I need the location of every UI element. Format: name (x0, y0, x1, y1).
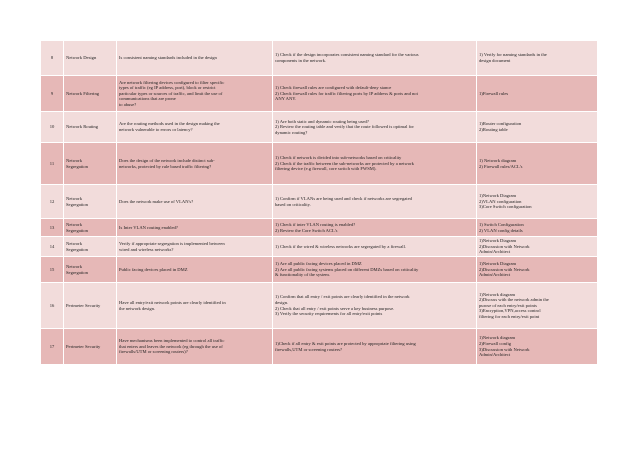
test-procedure-cell (273, 237, 477, 257)
cell-text-line: 2) Check if the traffic between the sub-networks are protected by a network (275, 160, 414, 166)
cell-text-line: Public facing devices placed in DMZ (119, 266, 188, 272)
cell-text-line: Network (66, 240, 83, 246)
cell-text-line: networks, protected by rule based traffic filtering? (119, 163, 212, 169)
cell-text-line: design document (479, 58, 511, 63)
test-procedure-cell (273, 219, 477, 237)
cell-text-line: 2) Review the routing table and verify that the route followed is optimal for (275, 124, 414, 130)
control-area-cell (64, 237, 117, 257)
cell-text-line: 2)Routing table (479, 127, 508, 132)
cell-text-line: dynamic routing? (275, 129, 308, 135)
table-row (41, 76, 598, 112)
control-question-cell (117, 185, 273, 219)
control-question-cell (117, 112, 273, 143)
evidence-cell (477, 143, 598, 185)
cell-text-line: 1)Network diagram (479, 291, 516, 297)
test-procedure-cell (273, 257, 477, 283)
cell-text-line: filtering device (e.g firewall, core switch with FWSM). (275, 166, 377, 172)
cell-text-line: 1) Confirm if VLANs are being used and check if networks are segregated (275, 195, 412, 201)
cell-text-line: 3)Encryption,VPN,access control (479, 308, 541, 314)
test-procedure-cell (273, 41, 477, 76)
cell-text-line: 1) Check firewall rules are configured with default-deny stance (275, 85, 392, 91)
control-question-cell (117, 283, 273, 329)
cell-text-line: 1) Network diagram (479, 157, 517, 163)
row-number-cell: 8 (41, 41, 64, 76)
control-area-cell (64, 41, 117, 76)
table-row (41, 283, 598, 329)
cell-text-line: 1)Network Diagram (479, 193, 517, 199)
cell-text-line: filtering for each entry/exit point (479, 313, 540, 319)
control-area-cell (64, 219, 117, 237)
row-number-cell: 14 (41, 237, 64, 257)
test-procedure-cell (273, 185, 477, 219)
cell-text-line: design. (275, 299, 289, 305)
control-question-cell (117, 257, 273, 283)
cell-text-line: components in the network. (275, 58, 327, 63)
evidence-cell (477, 257, 598, 283)
test-procedure-cell (273, 283, 477, 329)
table-row (41, 41, 598, 76)
cell-text-line: Segregation (66, 269, 88, 275)
cell-text-line: 2) Check firewall rules for traffic filtering ports by IP address & ports and not (275, 90, 418, 96)
evidence-cell (477, 41, 598, 76)
cell-text-line: purose of each entry/exit points (479, 302, 537, 308)
cell-text-line: 2) Review the Core Switch ACL's (275, 227, 338, 233)
evidence-cell (477, 76, 598, 112)
cell-text-line: Does the network make use of VLAN's? (119, 198, 194, 204)
cell-text-line: firewalls/UTM or screening routers)? (119, 349, 188, 355)
evidence-cell (477, 112, 598, 143)
row-number-cell: 11 (41, 143, 64, 185)
cell-text-line: Admin/Architect (479, 272, 511, 278)
table-row (41, 237, 598, 257)
evidence-cell (477, 283, 598, 329)
cell-text-line: 2) Are all public facing systems placed on different DMZs based on criticality (275, 266, 419, 272)
cell-text-line: Perimeter Security (66, 343, 101, 349)
cell-text-line: 1) Are all public facing devices placed in DMZ (275, 261, 362, 267)
test-procedure-cell (273, 329, 477, 365)
test-procedure-cell (273, 112, 477, 143)
table-row (41, 219, 598, 237)
row-number-cell: 12 (41, 185, 64, 219)
table-row (41, 329, 598, 365)
cell-text-line: Segregation (66, 201, 88, 207)
cell-text-line: 3) Verify the security requirements for all entry/exit points (275, 311, 383, 317)
audit-checklist-sheet (40, 40, 597, 365)
test-procedure-cell (273, 76, 477, 112)
cell-text-line: 1)Network Diagram (479, 261, 517, 267)
cell-text-line: 2) Check that all entry / exit points serve a key business purpose. (275, 305, 395, 311)
control-question-cell (117, 143, 273, 185)
cell-text-line: Network Routing (66, 124, 99, 130)
cell-text-line: Admin/Architect (479, 352, 511, 358)
cell-text-line: 1)Network diagram (479, 335, 516, 341)
test-procedure-cell (273, 143, 477, 185)
control-area-cell (64, 143, 117, 185)
cell-text-line: wired and wireless networks? (119, 246, 174, 252)
cell-text-line: 3)Core Switch configuration (479, 204, 532, 210)
cell-text-line: Is consistent naming standards included in the design (119, 55, 217, 61)
control-question-cell (117, 76, 273, 112)
evidence-cell (477, 329, 598, 365)
cell-text-line: 1)Network Diagram (479, 238, 517, 244)
cell-text-line: that enters and leaves the network (eg through the use of (119, 343, 223, 349)
cell-text-line: 2)Firewall config (479, 340, 512, 346)
control-area-cell (64, 257, 117, 283)
cell-text-line: 1) Check if the design incorporates consistent naming standard for the various (275, 52, 419, 58)
cell-text-line: 3)Discussion with Network (479, 346, 530, 352)
row-number-cell: 15 (41, 257, 64, 283)
cell-text-line: Network Design (66, 55, 97, 61)
cell-text-line: network vulnerable to errors or latency? (119, 127, 193, 132)
evidence-cell (477, 219, 598, 237)
control-area-cell (64, 329, 117, 365)
cell-text-line: firewalls,UTM or screening routers? (275, 346, 343, 352)
row-number-cell: 16 (41, 283, 64, 329)
cell-text-line: & functionality of the system. (275, 272, 330, 278)
cell-text-line: 1)Firewall rules (479, 90, 509, 96)
cell-text-line: Have mechanisms been implemented to control all traffic (119, 338, 225, 344)
cell-text-line: 1) Check if network is divided into sub-networks based on criticality (275, 155, 402, 161)
cell-text-line: 1) Confirm that all entry / exit points are clearly identified in the network (275, 294, 410, 300)
cell-text-line: 1) Are both static and dynamic routing being used? (275, 118, 369, 124)
cell-text-line: communications that are prone (119, 96, 176, 102)
evidence-cell (477, 185, 598, 219)
cell-text-line: Network (66, 157, 83, 163)
cell-text-line: 2) Firewall rules/ACL's (479, 163, 523, 169)
control-question-cell (117, 219, 273, 237)
control-question-cell (117, 237, 273, 257)
cell-text-line: Segregation (66, 163, 88, 169)
cell-text-line: Network (66, 221, 83, 227)
cell-text-line: Segregation (66, 227, 88, 233)
cell-text-line: types of traffic (eg IP address, port), block or restrict (119, 85, 216, 91)
control-question-cell (117, 329, 273, 365)
row-number-cell: 17 (41, 329, 64, 365)
table-row (41, 185, 598, 219)
row-number-cell: 13 (41, 219, 64, 237)
cell-text-line: 2)Discuss with the network admin the (479, 297, 549, 303)
cell-text-line: Have all entry/exit network points are clearly identified in (119, 299, 226, 305)
control-area-cell (64, 185, 117, 219)
cell-text-line: Does the design of the network include distinct sub- (119, 157, 215, 163)
row-number-cell: 9 (41, 76, 64, 112)
cell-text-line: to abuse? (119, 101, 137, 107)
table-row (41, 257, 598, 283)
table-row (41, 143, 598, 185)
cell-text-line: particular types or sources of traffic, and limit the use of (119, 90, 223, 96)
evidence-cell (477, 237, 598, 257)
cell-text-line: Perimeter Security (66, 302, 101, 308)
cell-text-line: ANY ANY. (275, 96, 297, 102)
audit-checklist-table (40, 40, 598, 365)
cell-text-line: Are network filtering devices configured to filter specific (119, 79, 225, 85)
cell-text-line: Is Inter VLAN routing enabled? (119, 224, 178, 230)
cell-text-line: 2) VLAN config details (479, 227, 523, 233)
cell-text-line: Segregation (66, 246, 88, 252)
row-number-cell: 10 (41, 112, 64, 143)
cell-text-line: 1) Check if inter VLAN routing is enabled? (275, 221, 356, 227)
control-question-cell (117, 41, 273, 76)
cell-text-line: Network (66, 195, 83, 201)
cell-text-line: 1)Check if all entry & exit points are protected by appropriate filtering using (275, 340, 416, 346)
cell-text-line: 2)Discussion with Network (479, 243, 530, 249)
table-row (41, 112, 598, 143)
cell-text-line: Are the routing methods used in the design making the (119, 121, 220, 127)
cell-text-line: 2)Discussion with Network (479, 266, 530, 272)
control-area-cell (64, 76, 117, 112)
cell-text-line: the network design. (119, 305, 156, 311)
table-body (41, 41, 598, 365)
cell-text-line: Network Filtering (66, 90, 100, 96)
control-area-cell (64, 283, 117, 329)
cell-text-line: 1) Switch Configuration (479, 221, 524, 227)
cell-text-line: based on criticality. (275, 201, 311, 207)
cell-text-line: 2)VLAN configuration (479, 198, 522, 204)
cell-text-line: 1) Check if the wired & wireless networks are segregated by a firewall. (275, 243, 407, 249)
cell-text-line: Admin/Architect (479, 249, 511, 255)
cell-text-line: Verify if appropriate segregation is implemented between (119, 240, 225, 246)
cell-text-line: 1)Router configuration (479, 121, 522, 127)
cell-text-line: Network (66, 263, 83, 269)
control-area-cell (64, 112, 117, 143)
cell-text-line: 1) Verify for naming standards in the (479, 52, 547, 58)
